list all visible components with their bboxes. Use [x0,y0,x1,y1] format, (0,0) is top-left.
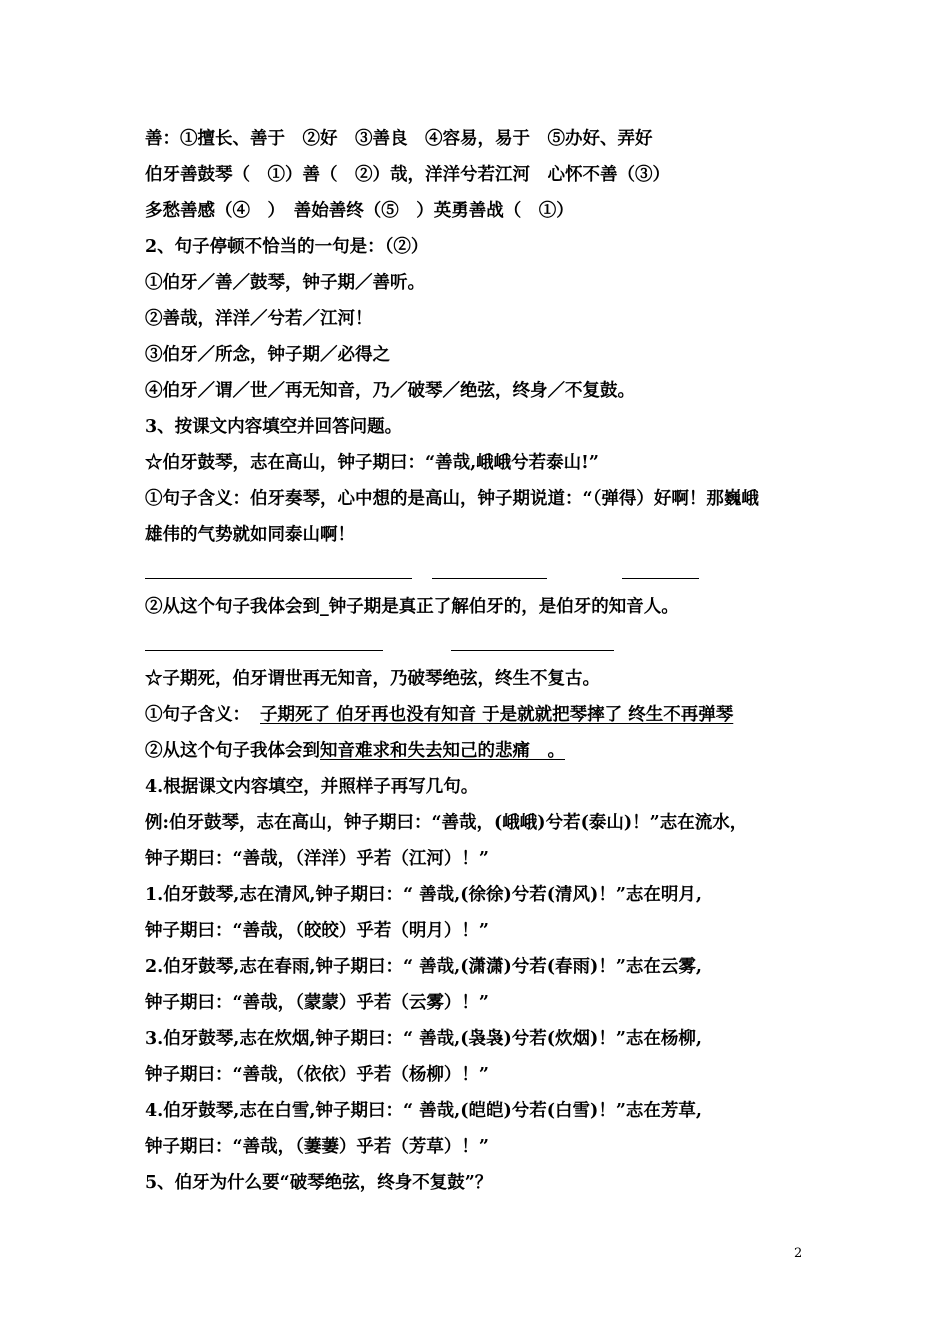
page-number: 2 [794,1246,803,1261]
quote-ziqi-si: ☆子期死，伯牙谓世再无知音，乃破琴绝弦，终生不复古。 [145,669,600,689]
question-3-heading: 3、按课文内容填空并回答问题。 [145,417,403,437]
insight-ziqi [145,733,825,769]
option-2: ②善哉，洋洋／兮若／江河！ [145,309,373,329]
example-line-2: 钟子期曰：“善哉，（洋洋）乎若（江河）！” [145,849,489,869]
item-4-line-1: 4.伯牙鼓琴,志在白雪,钟子期曰：“ 善哉,(皑皑)兮若(白雪)！”志在芳草, [145,1101,702,1121]
meaning-line-1: ①句子含义：伯牙奏琴，心中想的是高山，钟子期说道：“（弹得）好啊！那巍峨 [145,489,759,509]
meaning-line-2: 雄伟的气势就如同泰山啊！ [145,525,355,545]
answer-rule [145,650,383,651]
item-1-line-1: 1.伯牙鼓琴,志在清风,钟子期曰：“ 善哉,(徐徐)兮若(清风)！”志在明月, [145,885,702,905]
meaning-prefix: ①句子含义： [145,705,250,725]
question-5-heading: 5、伯牙为什么要“破琴绝弦，终身不复鼓”？ [145,1173,493,1193]
option-4: ④伯牙／谓／世／再无知音，乃／破琴／绝弦，终身／不复鼓。 [145,381,635,401]
answer-rule [432,578,547,579]
line-shan-meanings: 善：①擅长、善于 ②好 ③善良 ④容易，易于 ⑤办好、弄好 [145,129,653,149]
item-1-line-2: 钟子期曰：“善哉，（皎皎）乎若（明月）！” [145,921,489,941]
item-3-line-1: 3.伯牙鼓琴,志在炊烟,钟子期曰：“ 善哉,(袅袅)兮若(炊烟)！”志在杨柳, [145,1029,702,1049]
insight-prefix: ②从这个句子我体会到 [145,741,320,761]
line-shan-examples-2: 多愁善感（④ ） 善始善终（⑤ ）英勇善战（ ①） [145,201,574,221]
meaning-answer: 子期死了 伯牙再也没有知音 于是就就把琴摔了 终生不再弹琴 [260,705,734,725]
item-2-line-1: 2.伯牙鼓琴,志在春雨,钟子期曰：“ 善哉,(潇潇)兮若(春雨)！”志在云雾, [145,957,702,977]
meaning-ziqi [145,697,825,733]
worksheet-body [145,121,825,1201]
example-line-1: 例:伯牙鼓琴，志在高山，钟子期曰：“善哉，(峨峨)兮若(泰山)！”志在流水， [145,813,748,833]
option-1: ①伯牙／善／鼓琴，钟子期／善听。 [145,273,425,293]
answer-rule [622,578,699,579]
line-shan-examples-1: 伯牙善鼓琴（ ①）善（ ②）哉，洋洋兮若江河 心怀不善（③） [145,165,670,185]
item-3-line-2: 钟子期曰：“善哉，（依依）乎若（杨柳）！” [145,1065,489,1085]
insight-answer: 知音难求和失去知己的悲痛 。 [320,741,565,761]
answer-rules-1 [145,553,825,589]
question-4-heading: 4.根据课文内容填空，并照样子再写几句。 [145,777,479,797]
item-4-line-2: 钟子期曰：“善哉，（萋萋）乎若（芳草）！” [145,1137,489,1157]
quote-gaoshan: ☆伯牙鼓琴，志在高山，钟子期曰：“善哉,峨峨兮若泰山!” [145,453,599,473]
option-3: ③伯牙／所念，钟子期／必得之 [145,345,390,365]
answer-rule [145,578,412,579]
answer-rule [451,650,614,651]
item-2-line-2: 钟子期曰：“善哉，（蒙蒙）乎若（云雾）！” [145,993,489,1013]
question-2-heading: 2、句子停顿不恰当的一句是：（②） [145,237,429,257]
insight-zhiyin: ②从这个句子我体会到_钟子期是真正了解伯牙的，是伯牙的知音人。 [145,597,679,617]
answer-rules-2 [145,625,825,661]
